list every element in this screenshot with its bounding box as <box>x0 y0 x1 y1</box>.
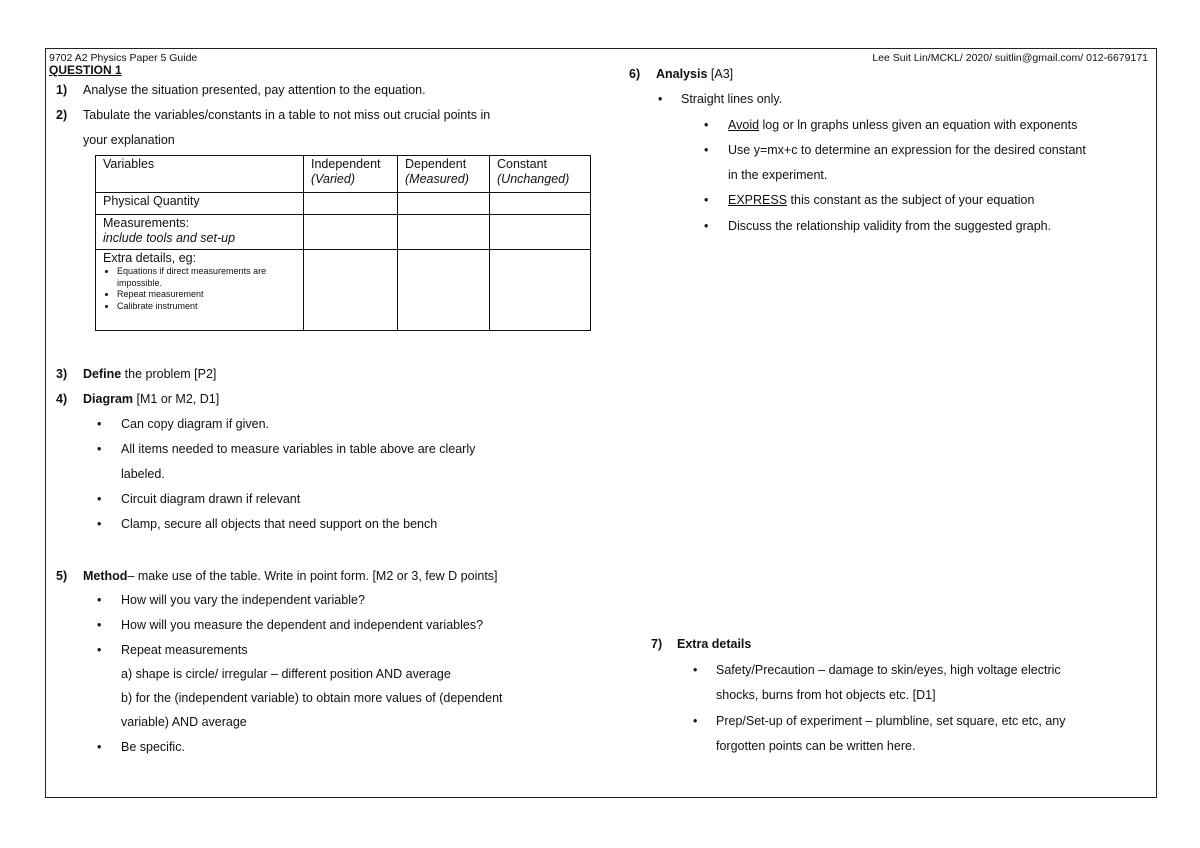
step-6-bullet: Straight lines only. <box>681 92 783 106</box>
step-2-number: 2) <box>56 108 68 122</box>
th-constant-sub: (Unchanged) <box>497 172 570 186</box>
step-6-avoid-underlined: Avoid <box>728 118 760 132</box>
step-4-bullet-2-cont: labeled. <box>121 467 165 481</box>
th-independent-label: Independent <box>311 157 381 171</box>
step-5-bullet-3b: b) for the (independent variable) to obtain more values of (dependent <box>121 691 503 705</box>
step-2-line1: Tabulate the variables/constants in a table to not miss out crucial points in <box>83 108 491 122</box>
step-5-rest: – make use of the table. Write in point form. [M2 or 3, few D points] <box>127 569 498 583</box>
table-row <box>96 215 591 250</box>
step-5-text <box>83 568 498 584</box>
th-independent-sub: (Varied) <box>311 172 355 186</box>
step-6-avoid-rest: log or ln graphs unless given an equation with exponents <box>759 118 1078 132</box>
bullet-icon: • <box>704 219 709 233</box>
step-2-line2: your explanation <box>83 133 175 147</box>
step-7-bullet-2-cont: forgotten points can be written here. <box>716 739 916 753</box>
step-6-text <box>656 66 733 82</box>
step-4-bullet-1: Can copy diagram if given. <box>121 417 269 431</box>
table-cell <box>398 250 490 331</box>
step-4-number: 4) <box>56 392 68 406</box>
step-6-sub-express <box>728 192 1034 208</box>
step-4-text <box>83 391 219 407</box>
step-7-number: 7) <box>651 637 663 651</box>
table-cell <box>304 250 398 331</box>
step-6-sub-use-cont: in the experiment. <box>728 168 828 182</box>
table-cell <box>304 193 398 215</box>
step-4-rest: [M1 or M2, D1] <box>133 392 220 406</box>
table-cell <box>490 215 591 250</box>
step-5-bullet-1: How will you vary the independent variable? <box>121 593 365 607</box>
th-constant-label: Constant <box>497 157 548 171</box>
step-7-bullet-2: Prep/Set-up of experiment – plumbline, set square, etc etc, any <box>716 714 1066 728</box>
bullet-icon: • <box>97 492 102 506</box>
table-cell <box>490 250 591 331</box>
bullet-icon: • <box>97 442 102 456</box>
variables-table <box>95 155 591 331</box>
step-4-bullet-4: Clamp, secure all objects that need support on the bench <box>121 517 438 531</box>
header-author: Lee Suit Lin/MCKL/ 2020/ suitlin@gmail.com/ 012-6679171 <box>872 52 1148 64</box>
row-measurements <box>96 215 304 250</box>
th-constant <box>490 156 591 193</box>
step-5-bullet-3: Repeat measurements <box>121 643 248 657</box>
step-4-bold: Diagram <box>83 392 134 406</box>
table-cell <box>490 193 591 215</box>
table-cell <box>398 215 490 250</box>
step-5-number: 5) <box>56 569 68 583</box>
row-physical-quantity: Physical Quantity <box>96 193 304 215</box>
step-6-number: 6) <box>629 67 641 81</box>
bullet-icon: • <box>704 143 709 157</box>
table-cell <box>304 215 398 250</box>
step-3-number: 3) <box>56 367 68 381</box>
row-extra-list <box>103 266 297 312</box>
step-5-bullet-3b-cont: variable) AND average <box>121 715 247 729</box>
bullet-icon: • <box>693 714 698 728</box>
step-5-bullet-3a: a) shape is circle/ irregular – different position AND average <box>121 667 451 681</box>
bullet-icon: • <box>97 618 102 632</box>
th-dependent-sub: (Measured) <box>405 172 469 186</box>
step-7-bullet-1: Safety/Precaution – damage to skin/eyes, high voltage electric <box>716 663 1061 677</box>
th-independent <box>304 156 398 193</box>
bullet-icon: • <box>658 92 663 106</box>
step-6-express-underlined: EXPRESS <box>728 193 788 207</box>
bullet-icon: • <box>693 663 698 677</box>
row-measurements-note: include tools and set-up <box>103 231 236 245</box>
step-6-sub-use: Use y=mx+c to determine an expression for the desired constant <box>728 143 1086 157</box>
list-item: • Calibrate instrument <box>117 301 297 313</box>
th-dependent-label: Dependent <box>405 157 467 171</box>
question-title: QUESTION 1 <box>49 63 122 77</box>
step-3-text <box>83 366 216 382</box>
step-3-rest: the problem [P2] <box>121 367 217 381</box>
list-item: • Equations if direct measurements are impossible. <box>117 266 297 289</box>
step-5-bold: Method <box>83 569 128 583</box>
row-extra-details <box>96 250 304 331</box>
row-measurements-label: Measurements: <box>103 216 190 230</box>
row-extra-label: Extra details, eg: <box>103 251 197 265</box>
step-4-bullet-3: Circuit diagram drawn if relevant <box>121 492 301 506</box>
bullet-icon: • <box>704 193 709 207</box>
bullet-icon: • <box>97 740 102 754</box>
step-6-rest: [A3] <box>707 67 734 81</box>
step-1-number: 1) <box>56 83 68 97</box>
step-5-bullet-2: How will you measure the dependent and independent variables? <box>121 618 484 632</box>
step-5-bullet-4: Be specific. <box>121 740 185 754</box>
step-4-bullet-2: All items needed to measure variables in table above are clearly <box>121 442 476 456</box>
bullet-icon: • <box>97 517 102 531</box>
step-6-express-rest: this constant as the subject of your equation <box>787 193 1035 207</box>
bullet-icon: • <box>97 417 102 431</box>
table-row <box>96 250 591 331</box>
bullet-icon: • <box>704 118 709 132</box>
step-7-title: Extra details <box>677 637 752 651</box>
bullet-icon: • <box>97 643 102 657</box>
step-3-bold: Define <box>83 367 122 381</box>
step-6-sub-discuss: Discuss the relationship validity from the suggested graph. <box>728 219 1052 233</box>
table-header-row <box>96 156 591 193</box>
table-row <box>96 193 591 215</box>
table-cell <box>398 193 490 215</box>
header-title: 9702 A2 Physics Paper 5 Guide <box>49 52 198 64</box>
step-7-bullet-1-cont: shocks, burns from hot objects etc. [D1] <box>716 688 936 702</box>
list-item: • Repeat measurement <box>117 289 297 301</box>
step-6-bold: Analysis <box>656 67 708 81</box>
th-dependent <box>398 156 490 193</box>
th-variables: Variables <box>96 156 304 193</box>
step-6-sub-avoid <box>728 117 1077 133</box>
step-1-text: Analyse the situation presented, pay attention to the equation. <box>83 83 426 97</box>
bullet-icon: • <box>97 593 102 607</box>
